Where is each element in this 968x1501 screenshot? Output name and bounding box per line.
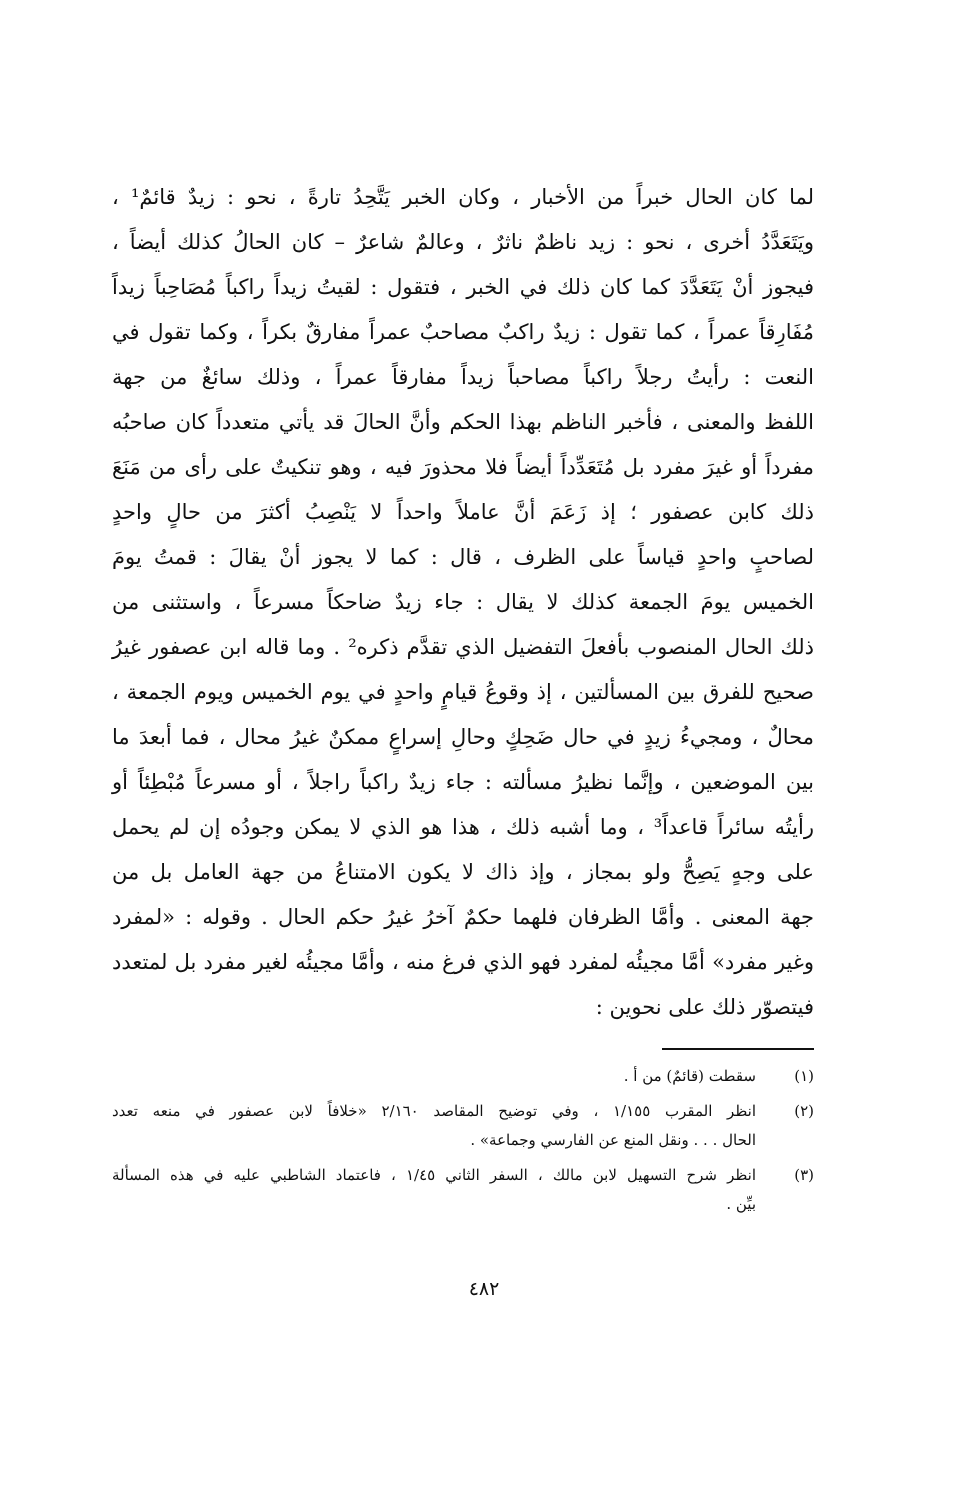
text-line: صحيح للفرق بين المسألتين ، إذ وقوعُ قيامٍ واحدٍ في يوم الخميس ويوم الجمعة ، bbox=[112, 680, 814, 704]
text-line: ويَتَعَدَّدُ أخرى ، نحو : زيد ناظمٌ ناثرٌ ، وعالمٌ شاعرٌ – كان الحالُ كذلك أيضاً ، bbox=[112, 230, 814, 254]
text-line: اللفظ والمعنى ، فأخبر الناظم بهذا الحكم وأنَّ الحالَ قد يأتي متعدداً كان صاحبُه bbox=[112, 410, 814, 434]
footnote-line: انظر شرح التسهيل لابن مالك ، السفر الثاني ١/٤٥ ، فاعتماد الشاطبي عليه في هذه المسألة bbox=[112, 1166, 756, 1184]
footnote-line: بيِّن . bbox=[726, 1195, 756, 1213]
footnote-number: (٢) bbox=[794, 1102, 814, 1120]
text-line: مفرداً أو غيرَ مفرد بل مُتَعَدِّداً أيضاً فلا محذورَ فيه ، وهو تنكيتٌ على رأى من مَنَعَ bbox=[112, 455, 814, 479]
text-line: على وجهٍ يَصِحُّ ولو بمجاز ، وإذ ذاك لا يكون الامتناعُ من جهة العامل بل من bbox=[112, 860, 814, 884]
footnote-line: الحال . . . ونقل المنع عن الفارسي وجماعة» . bbox=[470, 1131, 756, 1149]
text-line: الخميس يومَ الجمعة كذلك لا يقال : جاء زيدٌ ضاحكاً مسرعاً ، واستثنى من bbox=[112, 590, 814, 614]
footnote-separator bbox=[662, 1048, 814, 1050]
text-line: مُفَارِقاً عمراً ، كما تقول : زيدٌ راكبٌ مصاحبٌ عمراً مفارقٌ بكراً ، وكما تقول في bbox=[112, 320, 815, 344]
footnote-text bbox=[112, 1097, 756, 1155]
footnote-number: (١) bbox=[794, 1067, 814, 1085]
text-line: لصاحبٍ واحدٍ قياساً على الظرف ، قال : كما لا يجوز أنْ يقالَ : قمتُ يومَ bbox=[112, 545, 814, 569]
text-line: بين الموضعين ، وإنَّما نظيرُ مسألته : جاء زيدٌ راكباً راجلاً ، أو مسرعاً مُبْطِئاً أو bbox=[112, 770, 814, 794]
text-line: محالٌ ، ومجيءُ زيدٍ في حال ضَحِكٍ وحالِ إسراعٍ ممكنٌ غيرُ محال ، فما أبعدَ ما bbox=[112, 725, 814, 749]
page-number: ٤٨٢ bbox=[468, 1278, 500, 1300]
text-line: فيجوز أنْ يَتَعَدَّدَ كما كان ذلك في الخبر ، فتقول : لقيتُ زيداً راكباً مُصَاحِباً زيداً bbox=[112, 275, 814, 299]
footnote-text bbox=[112, 1161, 756, 1219]
text-line: النعت : رأيتُ رجلاً راكباً مصاحباً زيداً مفارقاً عمراً ، وذلك سائغٌ من جهة bbox=[112, 365, 814, 389]
footnotes bbox=[112, 1062, 814, 1219]
footnote bbox=[112, 1097, 814, 1155]
footnote-text bbox=[112, 1062, 756, 1091]
text-line: جهة المعنى . وأمَّا الظرفان فلهما حكمٌ آخرُ غيرُ حكم الحال . وقوله : «لمفرد bbox=[112, 905, 814, 929]
text-line: وغير مفرد» أمَّا مجيئُه لمفرد فهو الذي فرغ منه ، وأمَّا مجيئُه لغير مفرد بل لمتعدد bbox=[112, 950, 814, 974]
footnote-line: سقطت (قائمٌ) من أ . bbox=[623, 1067, 756, 1085]
text-line: رأيتُه سائراً قاعداً³ ، وما أشبه ذلك ، هذا هو الذي لا يمكن وجودُه إن لم يحمل bbox=[112, 815, 815, 839]
footnote-number: (٣) bbox=[794, 1166, 814, 1184]
text-line: ذلك كابن عصفور ؛ إذ زَعَمَ أنَّ عاملاً واحداً لا يَنْصِبُ أكثرَ من حالٍ واحدٍ bbox=[112, 500, 814, 524]
footnote-line: انظر المقرب ١/١٥٥ ، وفي توضيح المقاصد ٢/١٦٠ «خلافاً لابن عصفور في منعه تعدد bbox=[112, 1102, 756, 1120]
footnote bbox=[112, 1062, 814, 1091]
footnote bbox=[112, 1161, 814, 1219]
text-line: فيتصوّر ذلك على نحوين : bbox=[595, 995, 814, 1019]
text-line: ذلك الحال المنصوب بأفعلَ التفضيل الذي تقدَّم ذكره² . وما قاله ابن عصفور غيرُ bbox=[112, 635, 814, 659]
main-text-block bbox=[112, 175, 814, 1030]
text-line: لما كان الحال خبراً من الأخبار ، وكان الخبر يَتَّحِدُ تارةً ، نحو : زيدٌ قائمٌ¹ ، bbox=[112, 185, 815, 209]
